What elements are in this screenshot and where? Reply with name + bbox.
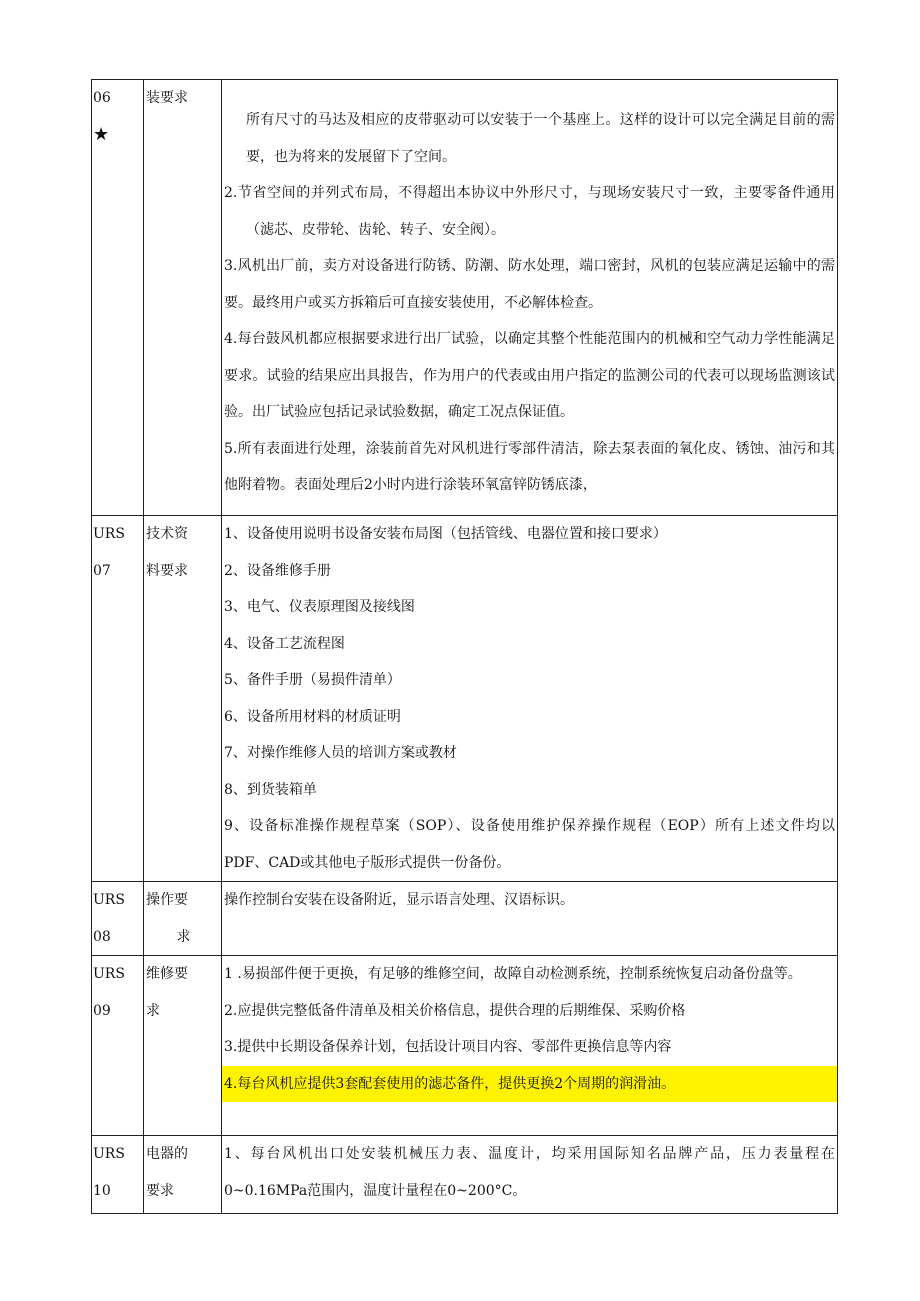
row-heading: 装要求 <box>146 90 188 106</box>
list-item: 4、设备工艺流程图 <box>224 635 345 652</box>
row-heading: 料要求 <box>146 562 188 579</box>
row-heading: 操作要 <box>146 892 188 908</box>
row-heading: 要求 <box>146 1182 174 1199</box>
row-heading-cell <box>144 956 222 1136</box>
row-id-cell <box>92 956 144 1136</box>
row-id-prefix: URS <box>93 892 125 908</box>
row-id-cell <box>92 516 144 882</box>
row-id-cell <box>92 80 144 516</box>
paragraph: 2.节省空间的并列式布局，不得超出本协议中外形尺寸，与现场安装尺寸一致，主要零备件通用（滤芯、皮带轮、齿轮、转子、安全阀）。 <box>224 185 835 238</box>
list-item: 1 .易损部件便于更换，有足够的维修空间，故障自动检测系统，控制系统恢复启动备份盘等。 <box>224 966 802 982</box>
paragraph: 3.风机出厂前，卖方对设备进行防锈、防潮、防水处理，端口密封，风机的包装应满足运输中的需要。最终用户或买方拆箱后可直接安装使用，不必解体检查。 <box>224 258 835 311</box>
row-id-number: 08 <box>93 928 111 945</box>
paragraph: 5.所有表面进行处理，涂装前首先对风机进行零部件清洁，除去泵表面的氧化皮、锈蚀、油污和其他附着物。表面处理后2小时内进行涂装环氧富锌防锈底漆， <box>224 440 835 493</box>
row-content-cell <box>222 80 838 516</box>
table-row-07 <box>92 516 838 882</box>
list-item: 3、电气、仪表原理图及接线图 <box>224 599 415 615</box>
paragraph: 1、每台风机出口处安装机械压力表、温度计，均采用国际知名品牌产品，压力表量程在0~0.16MPa范围内，温度计量程在0~200°C。 <box>224 1146 835 1199</box>
row-id-prefix: URS <box>93 1146 125 1162</box>
row-id-cell <box>92 882 144 956</box>
list-item: 2.应提供完整低备件清单及相关价格信息，提供合理的后期维保、采购价格 <box>224 1002 686 1019</box>
row-content-cell <box>222 1136 838 1214</box>
paragraph: 4.每台鼓风机都应根据要求进行出厂试验，以确定其整个性能范围内的机械和空气动力学性能满足要求。试验的结果应出具报告，作为用户的代表或由用户指定的监测公司的代表可以现场监测该试验。出厂试验应包括记录试验数据，确定工况点保证值。 <box>224 331 835 420</box>
list-item: 1、设备使用说明书设备安装布局图（包括管线、电器位置和接口要求） <box>224 526 667 542</box>
row-heading-cell <box>144 1136 222 1214</box>
paragraph: 所有尺寸的马达及相应的皮带驱动可以安装于一个基座上。这样的设计可以完全满足目前的需要，也为将来的发展留下了空间。 <box>246 112 835 165</box>
row-id-prefix: URS <box>93 526 125 542</box>
table-row-06 <box>92 80 838 516</box>
requirements-table <box>91 79 838 1214</box>
row-id-prefix: URS <box>93 966 125 982</box>
star-icon: ★ <box>93 123 110 145</box>
paragraph: 操作控制台安装在设备附近，显示语言处理、汉语标识。 <box>224 892 574 908</box>
list-item: 7、对操作维修人员的培训方案或教材 <box>224 745 457 761</box>
row-id-number: 07 <box>93 562 111 579</box>
list-item: 2、设备维修手册 <box>224 562 331 579</box>
row-content-cell <box>222 882 838 956</box>
table-row-10 <box>92 1136 838 1214</box>
row-id: 06 <box>93 90 111 106</box>
row-heading: 电器的 <box>146 1146 188 1162</box>
row-content-cell <box>222 516 838 882</box>
list-item: 8、到货装箱单 <box>224 781 317 798</box>
row-heading-cell <box>144 516 222 882</box>
row-heading: 求 <box>176 928 191 945</box>
list-item: 3.提供中长期设备保养计划，包括设计项目内容、零部件更换信息等内容 <box>224 1039 672 1055</box>
row-heading: 求 <box>146 1002 160 1019</box>
row-id-number: 09 <box>93 1002 111 1019</box>
list-item: 6、设备所用材料的材质证明 <box>224 708 401 725</box>
row-heading-cell <box>144 882 222 956</box>
row-heading: 技术资 <box>146 526 188 542</box>
row-id-number: 10 <box>93 1182 111 1199</box>
row-id-cell <box>92 1136 144 1214</box>
row-heading-cell <box>144 80 222 516</box>
row-heading: 维修要 <box>146 966 188 982</box>
list-item: 9、设备标准操作规程草案（SOP）、设备使用维护保养操作规程（EOP）所有上述文件均以PDF、CAD或其他电子版形式提供一份备份。 <box>224 818 835 871</box>
row-content-cell <box>222 956 838 1136</box>
table-row-09 <box>92 956 838 1136</box>
highlighted-list-item: 4.每台风机应提供3套配套使用的滤芯备件，提供更换2个周期的润滑油。 <box>222 1066 837 1103</box>
table-row-08 <box>92 882 838 956</box>
list-item: 5、备件手册（易损件清单） <box>224 672 401 688</box>
